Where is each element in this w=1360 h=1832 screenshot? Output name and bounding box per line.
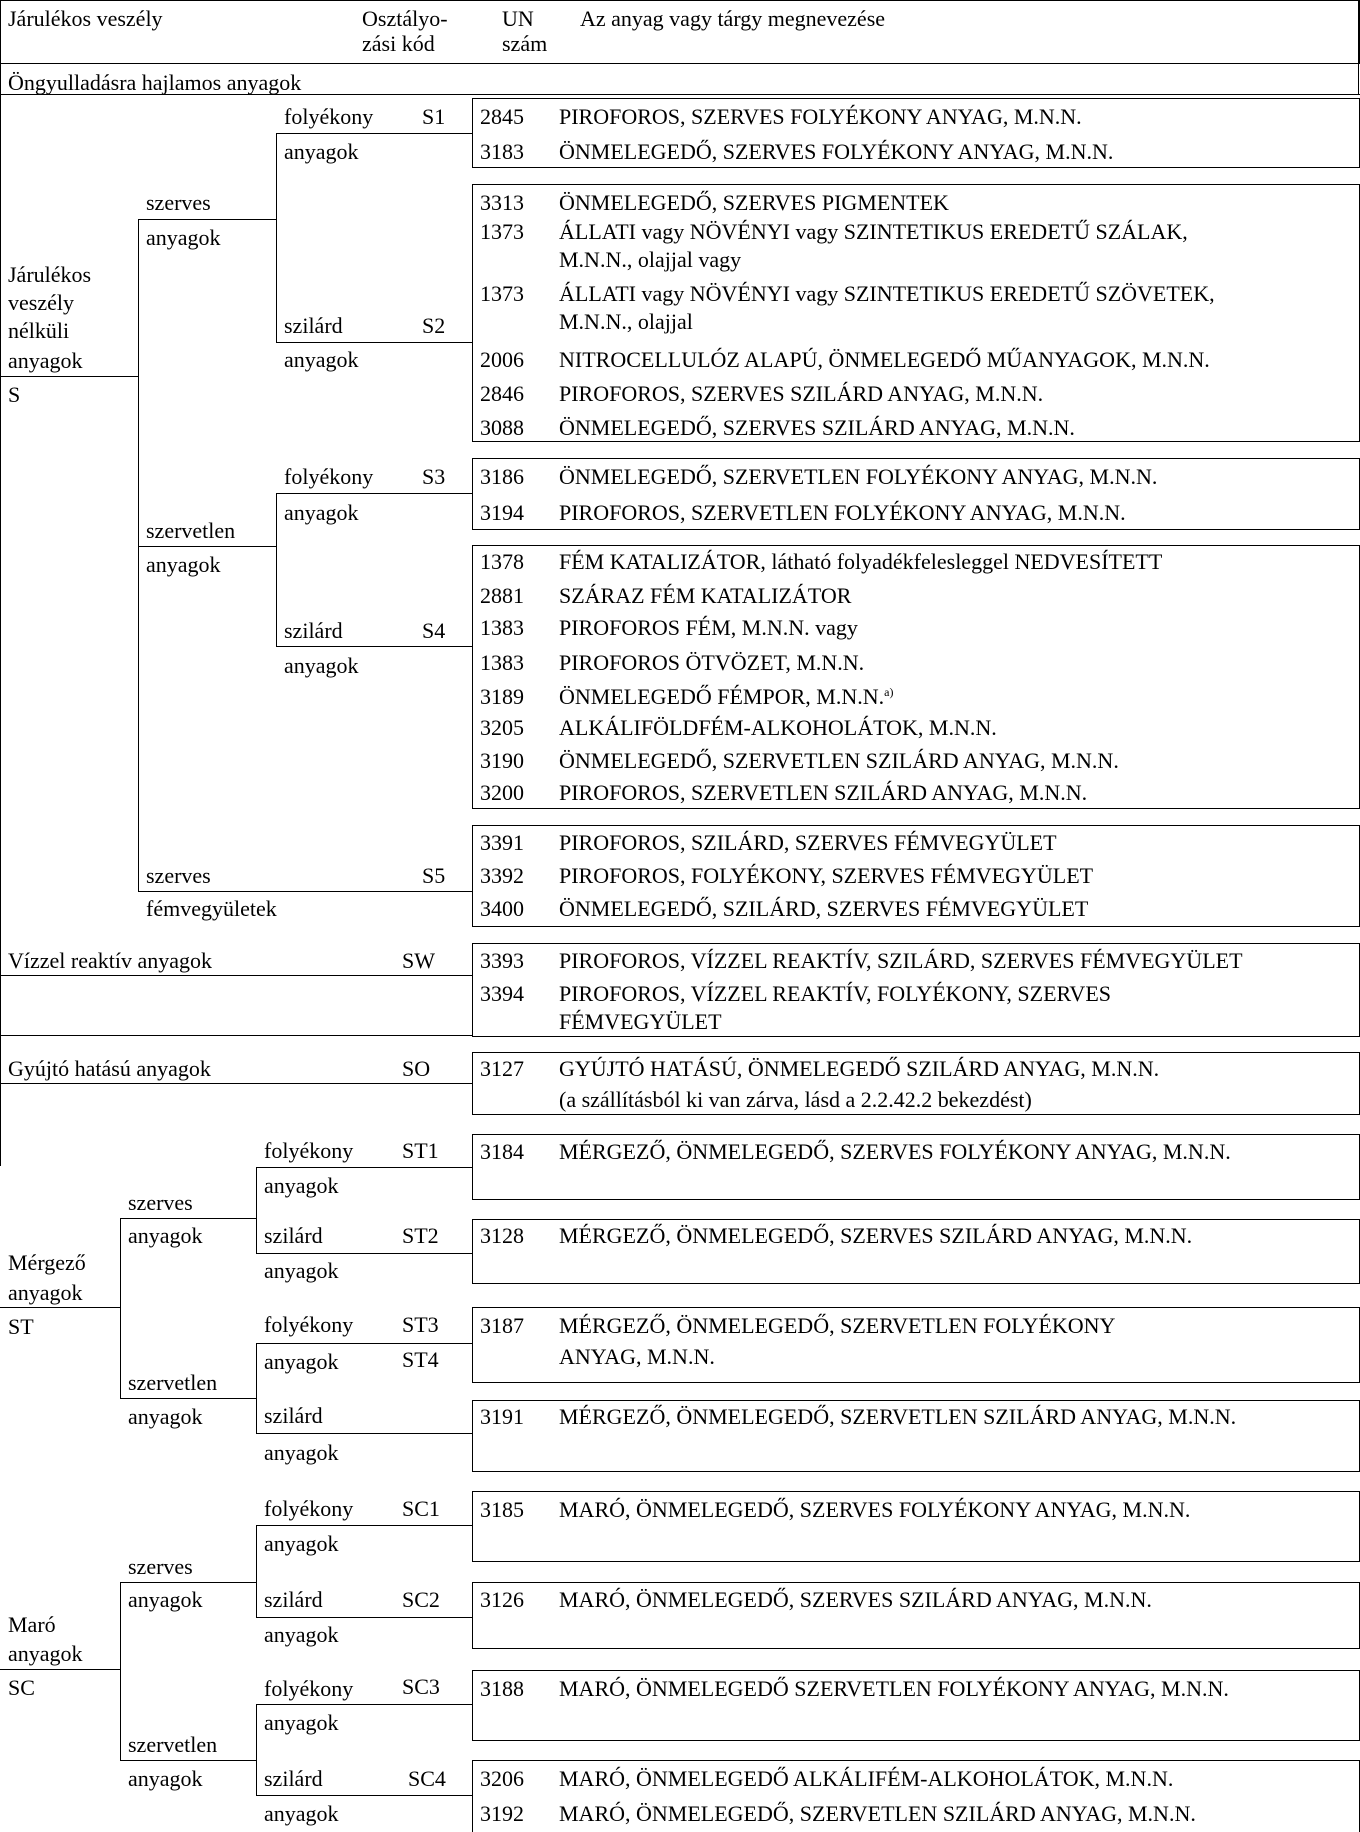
subgroup-label: folyékony	[264, 1312, 354, 1337]
substance-name	[559, 617, 858, 639]
code-so: SO	[402, 1056, 431, 1081]
substance-name	[559, 192, 949, 214]
tree-line	[276, 494, 277, 647]
un-number: 3128	[480, 1223, 524, 1248]
table-right-border	[1358, 0, 1359, 94]
subgroup-label: anyagok	[264, 1440, 339, 1465]
subgroup-label: anyagok	[264, 1801, 339, 1826]
substance-name-continued: M.N.N., olajjal	[559, 309, 693, 334]
substance-name-text: MARÓ, ÖNMELEGEDŐ, SZERVES SZILÁRD ANYAG, M.N.N.	[559, 1587, 1152, 1612]
substance-name	[559, 1141, 1231, 1163]
substance-name-text: GYÚJTÓ HATÁSÚ, ÖNMELEGEDŐ SZILÁRD ANYAG, M.N.N.	[559, 1056, 1160, 1081]
group-sw-label: Vízzel reaktív anyagok	[8, 948, 213, 973]
tree-line	[276, 646, 472, 647]
substance-name	[559, 652, 864, 674]
substance-name	[559, 1406, 1236, 1428]
subgroup-label: folyékony	[264, 1138, 354, 1163]
header-col2-line1: Osztályo-	[362, 6, 448, 31]
un-number: 1383	[480, 615, 524, 640]
group-st-label: Mérgező	[8, 1250, 86, 1275]
un-number: 3189	[480, 684, 524, 709]
un-number: 3183	[480, 139, 524, 164]
substance-name-text: PIROFOROS, SZERVES SZILÁRD ANYAG, M.N.N.	[559, 381, 1044, 406]
subgroup-label: anyagok	[128, 1404, 203, 1429]
subgroup-label: szilárd	[264, 1223, 323, 1248]
subgroup-label: szervetlen	[128, 1732, 218, 1757]
un-number: 3394	[480, 981, 524, 1006]
substance-name-text: MARÓ, ÖNMELEGEDŐ, SZERVES FOLYÉKONY ANYAG, M.N.N.	[559, 1497, 1191, 1522]
section-title: Öngyulladásra hajlamos anyagok	[8, 70, 302, 95]
un-number: 2006	[480, 347, 524, 372]
substance-name-text: PIROFOROS, SZILÁRD, SZERVES FÉMVEGYÜLET	[559, 830, 1057, 855]
header-col4: Az anyag vagy tárgy megnevezése	[580, 6, 886, 31]
code-st2: ST2	[402, 1223, 439, 1248]
substance-name	[559, 950, 1243, 972]
un-number: 3194	[480, 500, 524, 525]
tree-line	[120, 1582, 256, 1583]
subgroup-label: anyagok	[264, 1349, 339, 1374]
substance-name-text: MARÓ, ÖNMELEGEDŐ SZERVETLEN FOLYÉKONY ANYAG, M.N.N.	[559, 1676, 1229, 1701]
code-st4: ST4	[402, 1347, 439, 1372]
subgroup-label: folyékony	[264, 1496, 354, 1521]
un-number: 1373	[480, 219, 524, 244]
subgroup-label: anyagok	[264, 1710, 339, 1735]
un-number: 3392	[480, 863, 524, 888]
tree-line	[256, 1526, 257, 1618]
tree-line	[256, 1168, 257, 1254]
tree-line	[256, 1795, 472, 1796]
subgroup-label: szerves	[146, 190, 211, 215]
substance-name	[559, 106, 1082, 128]
subgroup-label: szervetlen	[128, 1370, 218, 1395]
tree-line	[256, 1704, 472, 1705]
substance-name-text: MÉRGEZŐ, ÖNMELEGEDŐ, SZERVETLEN SZILÁRD ANYAG, M.N.N.	[559, 1404, 1237, 1429]
substance-name-text: ÖNMELEGEDŐ, SZERVES FOLYÉKONY ANYAG, M.N.N.	[559, 139, 1114, 164]
substance-name-text: ÖNMELEGEDŐ, SZERVES SZILÁRD ANYAG, M.N.N.	[559, 415, 1075, 440]
un-number: 3192	[480, 1801, 524, 1826]
subgroup-label: anyagok	[264, 1531, 339, 1556]
subgroup-label: anyagok	[128, 1766, 203, 1791]
substance-name	[559, 283, 1215, 305]
substance-name	[559, 551, 1162, 573]
substance-name	[559, 832, 1057, 854]
un-number: 3400	[480, 896, 524, 921]
subgroup-label: anyagok	[128, 1223, 203, 1248]
substance-name-continued: FÉMVEGYÜLET	[559, 1009, 722, 1034]
tree-line	[120, 1218, 256, 1219]
substance-name	[559, 1768, 1173, 1790]
tree-line	[276, 493, 472, 494]
substance-name-text: PIROFOROS, FOLYÉKONY, SZERVES FÉMVEGYÜLET	[559, 863, 1094, 888]
subgroup-label: szerves	[128, 1190, 193, 1215]
code-s4: S4	[422, 618, 446, 643]
substance-name	[559, 221, 1188, 243]
substance-name	[559, 502, 1126, 524]
subgroup-label: folyékony	[284, 104, 374, 129]
tree-line	[138, 219, 139, 892]
header-col3-line2: szám	[502, 31, 548, 56]
group-s-code: S	[8, 382, 21, 407]
substance-name	[559, 1499, 1190, 1521]
un-number: 3127	[480, 1056, 524, 1081]
substance-name	[559, 1225, 1192, 1247]
subgroup-label: anyagok	[146, 225, 221, 250]
tree-line	[276, 133, 472, 134]
substance-name	[559, 417, 1075, 439]
substance-name	[559, 1678, 1229, 1700]
code-sc4: SC4	[408, 1766, 446, 1791]
substance-name-text: MÉRGEZŐ, ÖNMELEGEDŐ, SZERVES FOLYÉKONY ANYAG, M.N.N.	[559, 1139, 1231, 1164]
un-number: 1378	[480, 549, 524, 574]
un-number: 3184	[480, 1139, 524, 1164]
subgroup-label: szerves	[128, 1554, 193, 1579]
un-number: 3126	[480, 1587, 524, 1612]
tree-line	[0, 1307, 120, 1308]
tree-line	[256, 1167, 472, 1168]
tree-line	[0, 376, 138, 377]
tree-line	[0, 1035, 472, 1036]
subgroup-label: anyagok	[264, 1622, 339, 1647]
header-col1: Járulékos veszély	[8, 6, 163, 31]
subgroup-label: anyagok	[284, 653, 359, 678]
un-number: 3187	[480, 1313, 524, 1338]
un-number: 3393	[480, 948, 524, 973]
un-number: 1373	[480, 281, 524, 306]
tree-line	[138, 891, 472, 892]
tree-line	[276, 342, 472, 343]
group-sc-label: anyagok	[8, 1641, 83, 1666]
subgroup-label: anyagok	[264, 1173, 339, 1198]
un-number: 3188	[480, 1676, 524, 1701]
tree-line	[138, 546, 276, 547]
code-st1: ST1	[402, 1138, 439, 1163]
tree-line	[120, 1582, 121, 1760]
un-number: 3185	[480, 1497, 524, 1522]
code-st3: ST3	[402, 1312, 439, 1337]
tree-line	[120, 1218, 121, 1398]
substance-name-continued: M.N.N., olajjal vagy	[559, 247, 742, 272]
substance-name	[559, 898, 1088, 920]
group-s-label: veszély	[8, 290, 74, 315]
substance-name	[559, 349, 1210, 371]
substance-name	[559, 383, 1043, 405]
tree-line	[256, 1525, 472, 1526]
substance-name-text: NITROCELLULÓZ ALAPÚ, ÖNMELEGEDŐ MŰANYAGOK, M.N.N.	[559, 347, 1210, 372]
substance-name-text: ÖNMELEGEDŐ FÉMPOR, M.N.N.	[559, 684, 885, 709]
group-s-label: Járulékos	[8, 262, 92, 287]
substance-name	[559, 686, 893, 708]
substance-name-text: FÉM KATALIZÁTOR, látható folyadékfelesleggel NEDVESÍTETT	[559, 549, 1163, 574]
header-col2-line2: zási kód	[362, 31, 435, 56]
un-number: 3191	[480, 1404, 524, 1429]
subgroup-label: szerves	[146, 863, 211, 888]
tree-line	[256, 1433, 472, 1434]
substance-name-text: SZÁRAZ FÉM KATALIZÁTOR	[559, 583, 852, 608]
substance-name-text: ÖNMELEGEDŐ, SZERVETLEN SZILÁRD ANYAG, M.N.N.	[559, 748, 1119, 773]
code-sc1: SC1	[402, 1496, 440, 1521]
subgroup-label: szilárd	[264, 1403, 323, 1428]
substance-name-text: ÖNMELEGEDŐ, SZERVETLEN FOLYÉKONY ANYAG, M.N.N.	[559, 464, 1158, 489]
code-sc3: SC3	[402, 1674, 440, 1699]
subgroup-label: anyagok	[128, 1587, 203, 1612]
header-col3-line1: UN	[502, 6, 534, 31]
substance-name	[559, 1589, 1152, 1611]
subgroup-label: folyékony	[264, 1676, 354, 1701]
substance-name-text: ÖNMELEGEDŐ, SZILÁRD, SZERVES FÉMVEGYÜLET	[559, 896, 1089, 921]
subgroup-label: anyagok	[146, 552, 221, 577]
subgroup-label: szilárd	[264, 1587, 323, 1612]
substance-name-continued: ANYAG, M.N.N.	[559, 1344, 715, 1369]
substance-name-text: ÁLLATI vagy NÖVÉNYI vagy SZINTETIKUS EREDETŰ SZÁLAK,	[559, 219, 1188, 244]
subgroup-label: anyagok	[264, 1258, 339, 1283]
substance-name-text: ÁLLATI vagy NÖVÉNYI vagy SZINTETIKUS EREDETŰ SZÖVETEK,	[559, 281, 1215, 306]
tree-line	[276, 134, 277, 342]
un-number: 3190	[480, 748, 524, 773]
substance-name	[559, 865, 1093, 887]
un-number: 3206	[480, 1766, 524, 1791]
subgroup-label: anyagok	[284, 139, 359, 164]
substance-name-text: PIROFOROS, SZERVES FOLYÉKONY ANYAG, M.N.N.	[559, 104, 1082, 129]
substance-name-text: MARÓ, ÖNMELEGEDŐ, SZERVETLEN SZILÁRD ANYAG, M.N.N.	[559, 1801, 1196, 1826]
un-number: 3391	[480, 830, 524, 855]
un-number: 2881	[480, 583, 524, 608]
tree-line	[138, 219, 276, 220]
substance-name-text: PIROFOROS, SZERVETLEN SZILÁRD ANYAG, M.N.N.	[559, 780, 1088, 805]
group-s-label: nélküli	[8, 318, 70, 343]
substance-name	[559, 466, 1157, 488]
subgroup-label: szervetlen	[146, 518, 236, 543]
subgroup-label: szilárd	[284, 313, 343, 338]
tree-line	[256, 1253, 472, 1254]
tree-line	[0, 1669, 120, 1670]
code-sw: SW	[402, 948, 435, 973]
tree-line	[120, 1398, 256, 1399]
subgroup-label: szilárd	[264, 1766, 323, 1791]
substance-name-continued: (a szállításból ki van zárva, lásd a 2.2.42.2 bekezdést)	[559, 1087, 1032, 1112]
un-number: 3088	[480, 415, 524, 440]
tree-line	[120, 1760, 256, 1761]
substance-name-text: MÉRGEZŐ, ÖNMELEGEDŐ, SZERVETLEN FOLYÉKONY	[559, 1313, 1116, 1338]
substance-name	[559, 1315, 1115, 1337]
group-st-label: anyagok	[8, 1280, 83, 1305]
substance-name-text: PIROFOROS, VÍZZEL REAKTÍV, SZILÁRD, SZERVES FÉMVEGYÜLET	[559, 948, 1243, 973]
substance-name	[559, 782, 1087, 804]
code-s3: S3	[422, 464, 446, 489]
substance-name-text: PIROFOROS FÉM, M.N.N. vagy	[559, 615, 858, 640]
substance-name-text: ALKÁLIFÖLDFÉM-ALKOHOLÁTOK, M.N.N.	[559, 715, 997, 740]
substance-name	[559, 983, 1111, 1005]
group-s-label: anyagok	[8, 348, 83, 373]
tree-line	[256, 1617, 472, 1618]
group-so-label: Gyújtó hatású anyagok	[8, 1056, 211, 1081]
substance-name-text: PIROFOROS, SZERVETLEN FOLYÉKONY ANYAG, M.N.N.	[559, 500, 1126, 525]
un-number: 2846	[480, 381, 524, 406]
section-title-rule	[0, 94, 1360, 95]
tree-line	[0, 975, 472, 976]
code-sc2: SC2	[402, 1587, 440, 1612]
code-s5: S5	[422, 863, 446, 888]
substance-name	[559, 141, 1113, 163]
substance-name	[559, 585, 851, 607]
group-sc-label: Maró	[8, 1612, 56, 1637]
substance-name	[559, 1803, 1196, 1825]
un-number: 3186	[480, 464, 524, 489]
tree-line	[256, 1343, 472, 1344]
substance-name-text: MARÓ, ÖNMELEGEDŐ ALKÁLIFÉM-ALKOHOLÁTOK, M.N.N.	[559, 1766, 1174, 1791]
code-s1: S1	[422, 104, 446, 129]
un-number: 3313	[480, 190, 524, 215]
subgroup-label: szilárd	[284, 618, 343, 643]
substance-name	[559, 1058, 1159, 1080]
substance-name-text: PIROFOROS ÖTVÖZET, M.N.N.	[559, 650, 865, 675]
subgroup-label: fémvegyületek	[146, 896, 277, 921]
code-s2: S2	[422, 313, 446, 338]
tree-line	[0, 1083, 472, 1084]
tree-line	[256, 1344, 257, 1434]
group-sc-code: SC	[8, 1675, 35, 1700]
header-divider	[0, 63, 1360, 64]
substance-name	[559, 717, 997, 739]
subgroup-label: folyékony	[284, 464, 374, 489]
group-st-code: ST	[8, 1314, 34, 1339]
un-number: 1383	[480, 650, 524, 675]
table-left-border	[0, 0, 1, 1166]
un-number: 3205	[480, 715, 524, 740]
un-number: 3200	[480, 780, 524, 805]
subgroup-label: anyagok	[284, 347, 359, 372]
un-number: 2845	[480, 104, 524, 129]
subgroup-label: anyagok	[284, 500, 359, 525]
substance-name-text: MÉRGEZŐ, ÖNMELEGEDŐ, SZERVES SZILÁRD ANYAG, M.N.N.	[559, 1223, 1193, 1248]
substance-name	[559, 750, 1119, 772]
substance-name-text: PIROFOROS, VÍZZEL REAKTÍV, FOLYÉKONY, SZERVES	[559, 981, 1111, 1006]
tree-line	[256, 1704, 257, 1796]
substance-name-text: ÖNMELEGEDŐ, SZERVES PIGMENTEK	[559, 190, 949, 215]
footnote-marker: a)	[884, 685, 894, 699]
